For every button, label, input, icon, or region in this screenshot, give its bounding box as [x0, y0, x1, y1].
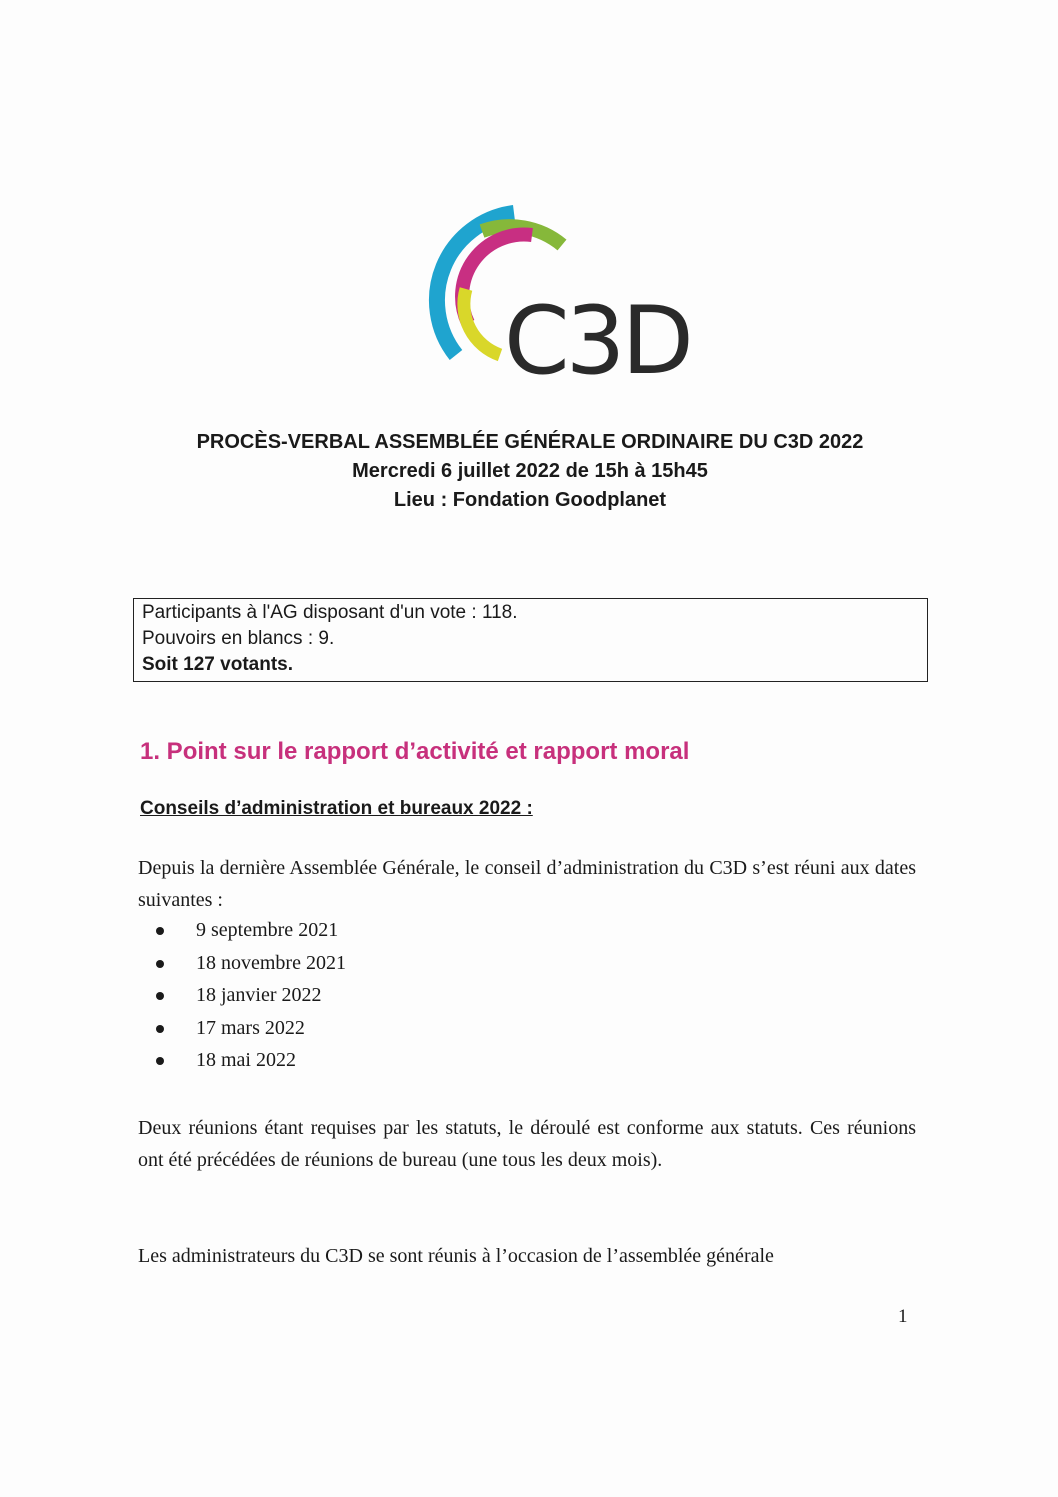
intro-paragraph: Depuis la dernière Assemblée Générale, le conseil d’administration du C3D s’est réuni aux dates suivantes :: [138, 857, 916, 911]
vote-summary-box: [133, 598, 928, 682]
total-voters: Soit 127 votants.: [142, 654, 293, 675]
page-number: 1: [898, 1306, 908, 1327]
section-title: 1. Point sur le rapport d’activité et rapport moral: [140, 738, 690, 765]
list-item: 18 mai 2022: [150, 1044, 346, 1077]
list-item: 17 mars 2022: [150, 1012, 346, 1045]
list-item: 9 septembre 2021: [150, 914, 346, 947]
conformity-paragraph: Deux réunions étant requises par les statuts, le déroulé est conforme aux statuts. Ces réunions ont été précédées de réunions de bureau (une tous les deux mois).: [138, 1117, 916, 1171]
bullet-icon: [156, 1025, 164, 1033]
participants-count: Participants à l'AG disposant d'un vote : 118.: [142, 602, 518, 623]
list-item: 18 novembre 2021: [150, 947, 346, 980]
bullet-icon: [156, 960, 164, 968]
meeting-location: Lieu : Fondation Goodplanet: [393, 489, 667, 511]
logo-text: C3D: [504, 287, 690, 396]
document-title: PROCÈS-VERBAL ASSEMBLÉE GÉNÉRALE ORDINAIRE DU C3D 2022: [196, 431, 864, 453]
meeting-dates-list: [150, 914, 346, 1077]
bullet-icon: [156, 927, 164, 935]
proxies-count: Pouvoirs en blancs : 9.: [142, 628, 335, 649]
list-item: 18 janvier 2022: [150, 979, 346, 1012]
bullet-icon: [156, 992, 164, 1000]
closing-paragraph: Les administrateurs du C3D se sont réunis à l’occasion de l’assemblée générale: [138, 1245, 774, 1267]
c3d-logo: [416, 205, 690, 396]
subsection-title: Conseils d’administration et bureaux 2022 :: [140, 798, 533, 819]
meeting-date: Mercredi 6 juillet 2022 de 15h à 15h45: [352, 460, 708, 482]
document-header: [100, 428, 960, 515]
logo-arc-yellow: [464, 289, 500, 355]
bullet-icon: [156, 1057, 164, 1065]
